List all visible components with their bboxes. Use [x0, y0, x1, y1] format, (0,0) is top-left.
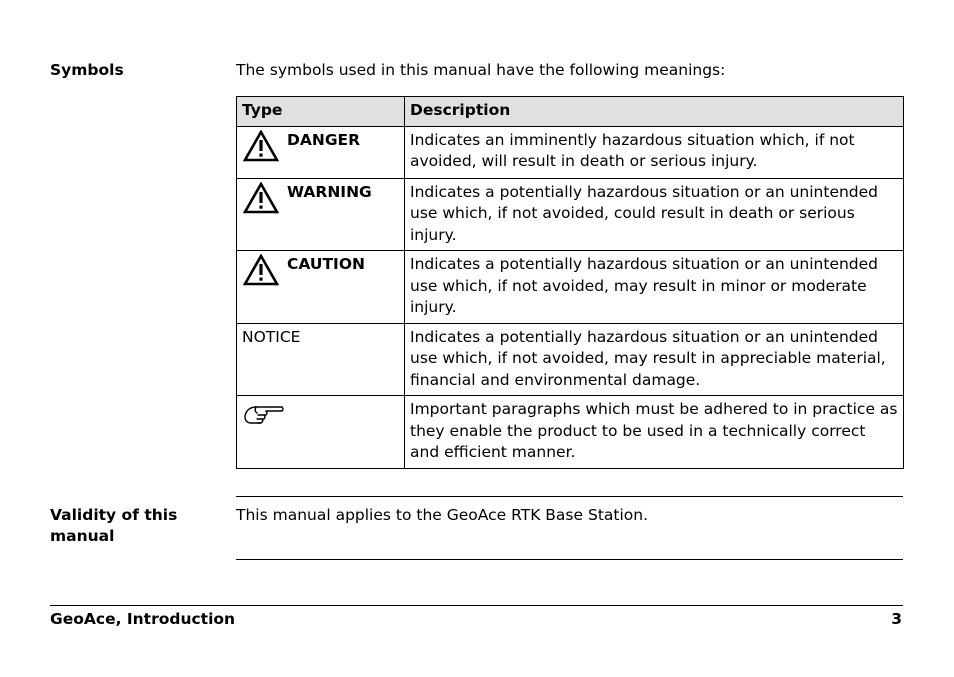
footer-divider — [50, 605, 903, 606]
description-cell: Indicates a potentially hazardous situation or an unintended use which, if not avoided, could result in death or serious injury. — [405, 178, 904, 251]
page-number: 3 — [891, 610, 902, 628]
type-label: CAUTION — [287, 255, 365, 273]
type-label: WARNING — [287, 182, 372, 201]
validity-text: This manual applies to the GeoAce RTK Base Station. — [236, 506, 649, 524]
pointing-hand-icon — [242, 400, 286, 426]
type-cell — [237, 396, 405, 469]
description-cell: Indicates a potentially hazardous situation or an unintended use which, if not avoided, may result in minor or moderate injury. — [405, 251, 904, 324]
table-row-danger — [237, 126, 904, 178]
table-row-caution — [237, 251, 904, 324]
type-column-header: Type — [237, 97, 405, 127]
footer-title: GeoAce, Introduction — [50, 610, 236, 628]
table-row-notice — [237, 323, 904, 396]
symbols-heading: Symbols — [50, 61, 124, 79]
table-row-important — [237, 396, 904, 469]
type-cell — [237, 126, 405, 178]
warning-triangle-icon — [243, 254, 279, 286]
table-header-row — [237, 97, 904, 127]
table-row-warning — [237, 178, 904, 251]
type-cell — [237, 178, 405, 251]
description-cell: Indicates a potentially hazardous situation or an unintended use which, if not avoided, may result in appreciable material, financial and environmental damage. — [405, 323, 904, 396]
validity-heading: Validity of this manual — [50, 506, 178, 545]
symbols-table — [236, 96, 904, 469]
description-cell: Important paragraphs which must be adhered to in practice as they enable the product to be used in a technically correct and efficient manner. — [405, 396, 904, 469]
warning-triangle-icon — [243, 182, 279, 214]
description-cell: Indicates an imminently hazardous situation which, if not avoided, will result in death or serious injury. — [405, 126, 904, 178]
section-divider-top — [236, 496, 903, 497]
type-cell — [237, 251, 405, 324]
description-column-header: Description — [405, 97, 904, 127]
section-divider-bottom — [236, 559, 903, 560]
warning-triangle-icon — [243, 130, 279, 162]
symbols-intro: The symbols used in this manual have the following meanings: — [236, 61, 726, 79]
type-label: NOTICE — [242, 327, 301, 346]
type-cell — [237, 323, 405, 396]
type-label: DANGER — [287, 130, 361, 149]
